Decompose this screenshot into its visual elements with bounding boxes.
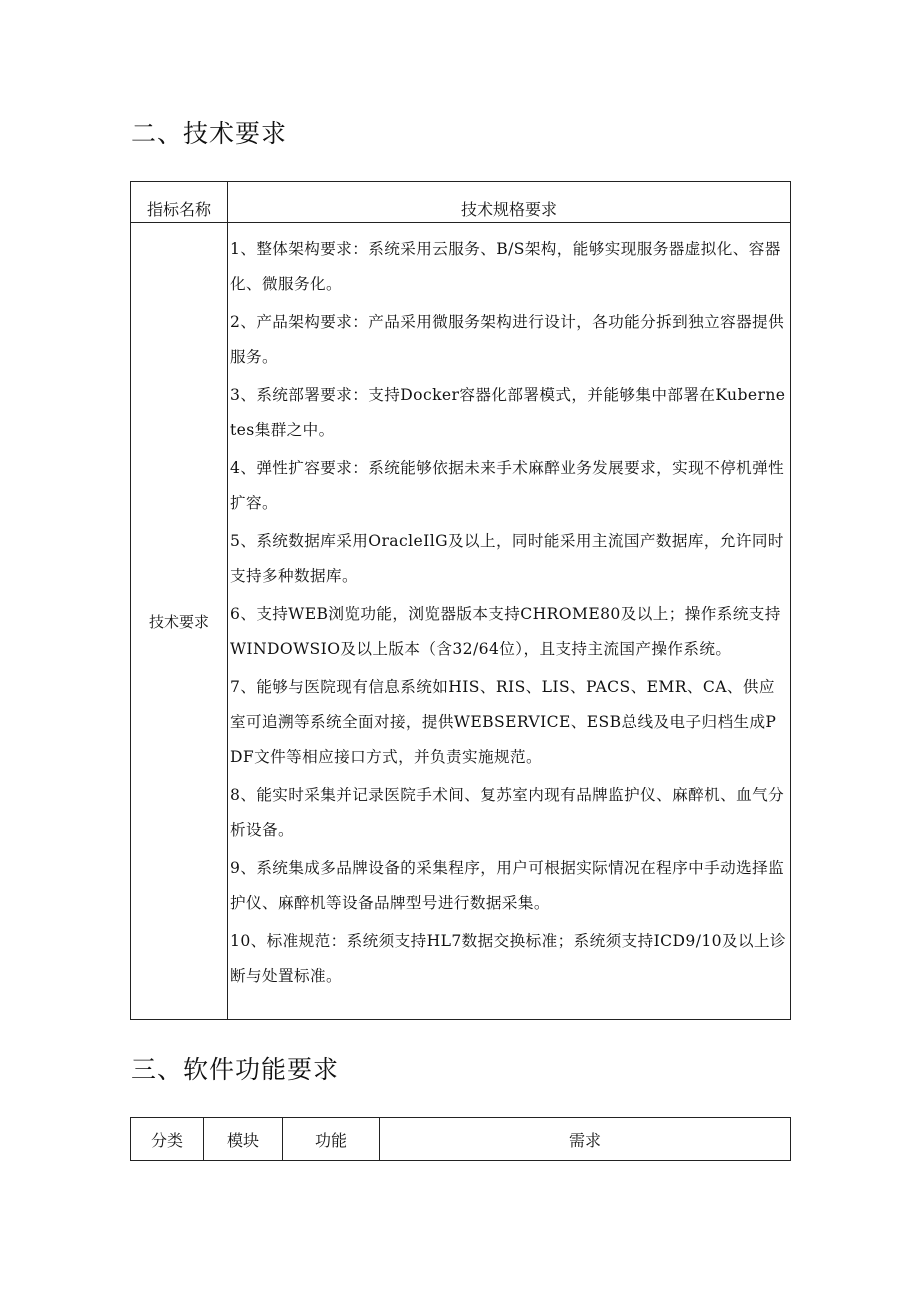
requirement-item-5: 5、系统数据库采用OracleIlG及以上，同时能采用主流国产数据库，允许同时支持多种数据库。 <box>230 532 784 585</box>
row-label-technical-requirements: 技术要求 <box>131 223 228 1020</box>
requirement-item-10: 10、标准规范：系统须支持HL7数据交换标准；系统须支持ICD9/10及以上诊断与处置标准。 <box>230 932 786 985</box>
requirement-item-4: 4、弹性扩容要求：系统能够依据未来手术麻醉业务发展要求，实现不停机弹性扩容。 <box>230 459 785 512</box>
technical-requirements-table <box>130 181 791 1020</box>
requirement-item-3: 3、系统部署要求：支持Docker容器化部署模式，并能够集中部署在Kubernetes集群之中。 <box>230 386 786 439</box>
table-header-row <box>131 1118 791 1161</box>
header-requirement: 需求 <box>380 1118 791 1161</box>
header-technical-spec: 技术规格要求 <box>228 182 791 223</box>
header-category: 分类 <box>131 1118 204 1161</box>
section-2-title: 二、技术要求 <box>131 119 288 148</box>
requirement-item-1: 1、整体架构要求：系统采用云服务、B/S架构，能够实现服务器虚拟化、容器化、微服务化。 <box>230 240 781 293</box>
requirement-item-7: 7、能够与医院现有信息系统如HIS、RIS、LIS、PACS、EMR、CA、供应室可追溯等系统全面对接，提供WEBSERVICE、ESB总线及电子归档生成PDF文件等相应接口方式，并负责实施规范。 <box>230 678 777 766</box>
spec-list <box>228 223 791 1020</box>
table-row <box>131 223 791 1020</box>
section-3-title: 三、软件功能要求 <box>131 1055 340 1084</box>
requirement-item-9: 9、系统集成多品牌设备的采集程序，用户可根据实际情况在程序中手动选择监护仪、麻醉机等设备品牌型号进行数据采集。 <box>230 859 785 912</box>
requirement-item-6: 6、支持WEB浏览功能，浏览器版本支持CHROME80及以上；操作系统支持WINDOWSIO及以上版本（含32/64位），且支持主流国产操作系统。 <box>230 605 781 658</box>
requirement-item-8: 8、能实时采集并记录医院手术间、复苏室内现有品牌监护仪、麻醉机、血气分析设备。 <box>230 786 785 839</box>
software-function-table <box>130 1117 791 1161</box>
requirement-item-2: 2、产品架构要求：产品采用微服务架构进行设计，各功能分拆到独立容器提供服务。 <box>230 313 785 366</box>
header-module: 模块 <box>204 1118 283 1161</box>
header-function: 功能 <box>283 1118 380 1161</box>
header-indicator-name: 指标名称 <box>131 182 228 223</box>
table-header-row <box>131 182 791 223</box>
